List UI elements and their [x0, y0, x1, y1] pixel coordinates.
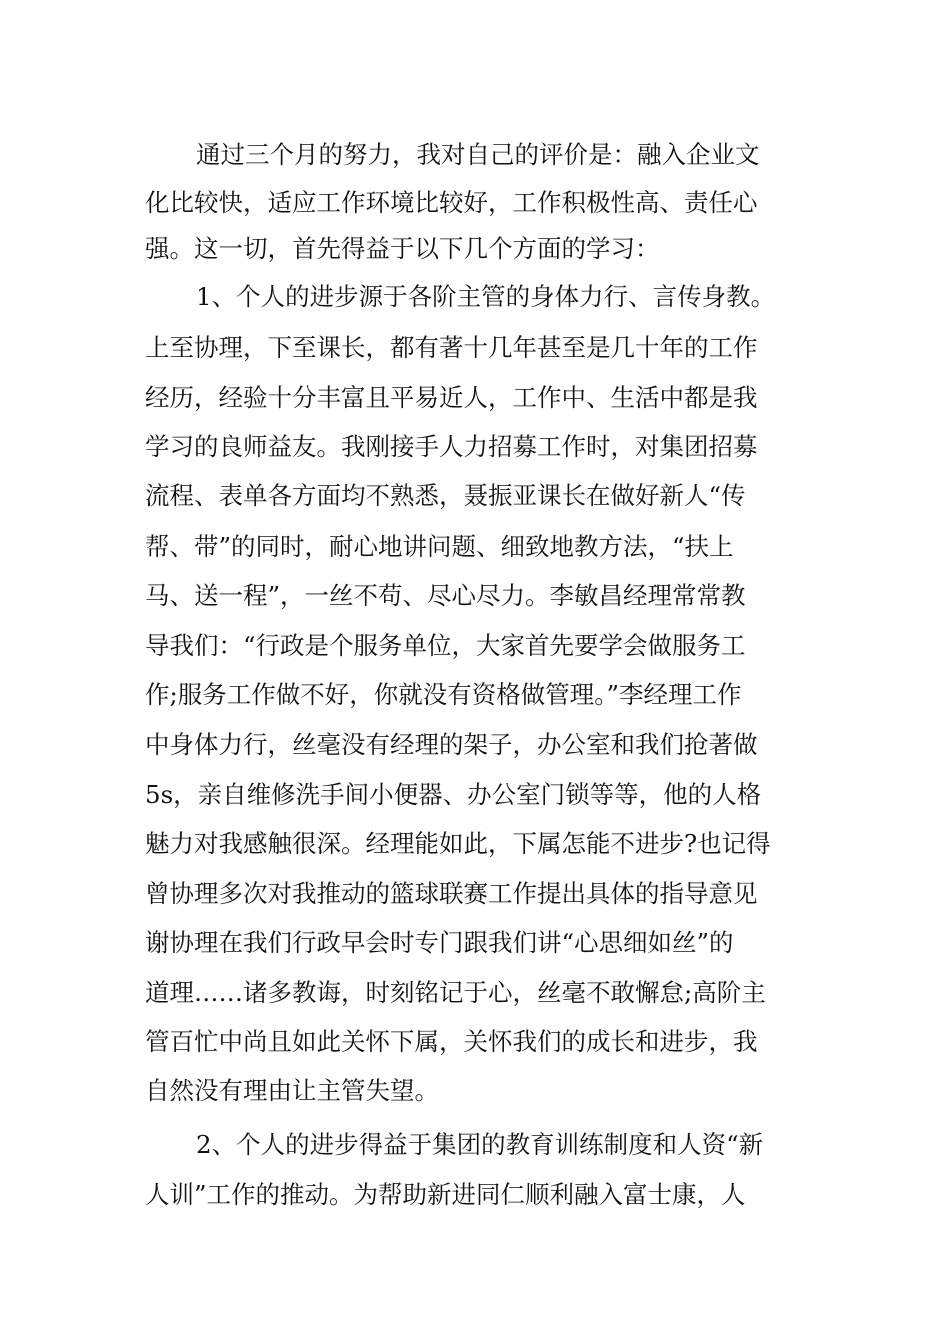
paragraph-3-line-2: 人训”工作的推动。为帮助新进同仁顺利融入富士康，人: [145, 1180, 746, 1209]
paragraph-2-line-10: 中身体力行，丝毫没有经理的架子，办公室和我们抢著做: [145, 730, 758, 759]
paragraph-2-line-8: 导我们：“行政是个服务单位，大家首先要学会做服务工: [145, 631, 746, 660]
paragraph-2-line-16: 管百忙中尚且如此关怀下属，关怀我们的成长和进步，我: [145, 1027, 758, 1056]
paragraph-2-line-4: 学习的良师益友。我刚接手人力招募工作时，对集团招募: [145, 432, 758, 461]
paragraph-2-line-3: 经历，经验十分丰富且平易近人，工作中、生活中都是我: [145, 383, 758, 412]
paragraph-2-line-7: 马、送一程”，一丝不苟、尽心尽力。李敏昌经理常常教: [145, 581, 746, 610]
paragraph-2-line-9: 作;服务工作做不好，你就没有资格做管理。”李经理工作: [145, 680, 742, 709]
paragraph-1-line-2: 化比较快，适应工作环境比较好，工作积极性高、责任心: [145, 188, 758, 217]
paragraph-2-line-6: 帮、带”的同时，耐心地讲问题、细致地教方法，“扶上: [145, 532, 734, 561]
paragraph-2-line-13: 曾协理多次对我推动的篮球联赛工作提出具体的指导意见: [145, 879, 758, 908]
paragraph-2-line-15: 道理……诸多教诲，时刻铭记于心，丝毫不敢懈怠;高阶主: [145, 978, 766, 1007]
paragraph-2-line-14: 谢协理在我们行政早会时专门跟我们讲“心思细如丝”的: [145, 928, 734, 957]
paragraph-2-line-12: 魅力对我感触很深。经理能如此，下属怎能不进步?也记得: [145, 829, 771, 858]
paragraph-2-line-17: 自然没有理由让主管失望。: [145, 1076, 439, 1105]
paragraph-1-line-3: 强。这一切，首先得益于以下几个方面的学习：: [145, 234, 660, 263]
paragraph-1-line-1: 通过三个月的努力，我对自己的评价是：融入企业文: [196, 140, 760, 169]
paragraph-3-line-1: 2、个人的进步得益于集团的教育训练制度和人资“新: [196, 1130, 764, 1159]
paragraph-2-line-5: 流程、表单各方面均不熟悉，聂振亚课长在做好新人“传: [145, 481, 746, 510]
paragraph-2-line-1: 1、个人的进步源于各阶主管的身体力行、言传身教。: [196, 282, 776, 311]
paragraph-2-line-2: 上至协理，下至课长，都有著十几年甚至是几十年的工作: [145, 333, 758, 362]
paragraph-2-line-11: 5s，亲自维修洗手间小便器、办公室门锁等等，他的人格: [145, 780, 762, 809]
